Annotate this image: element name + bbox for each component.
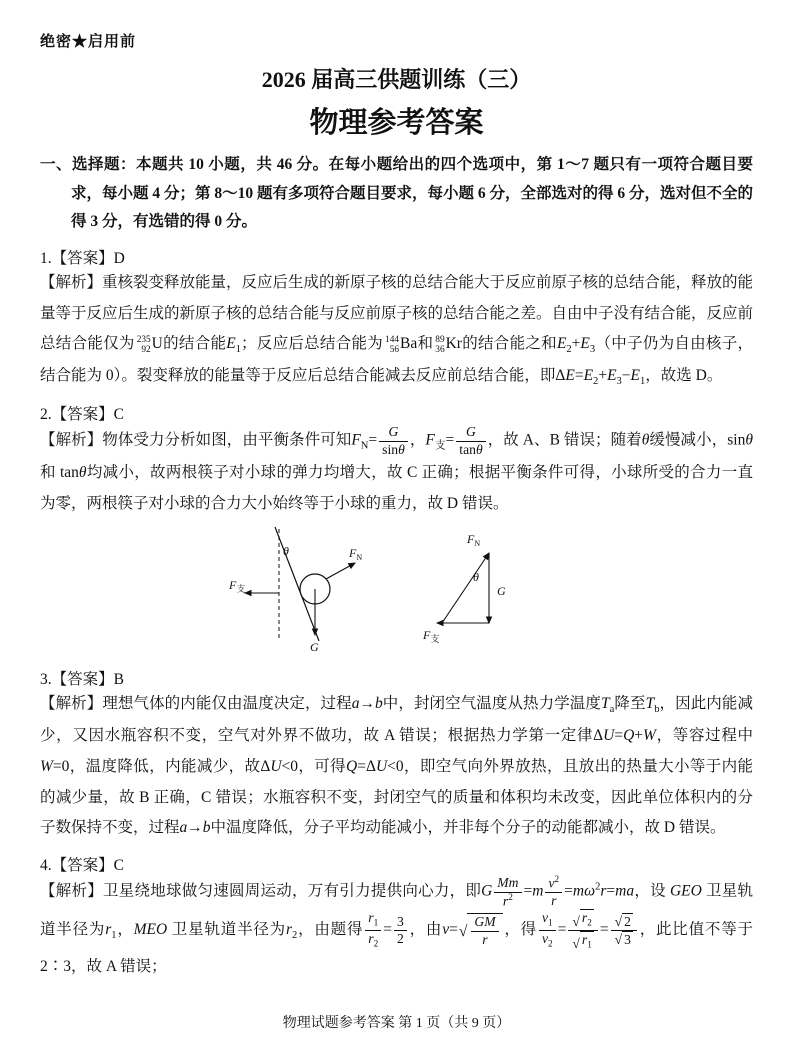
q4-analysis: 【解析】卫星绕地球做匀速圆周运动，万有引力提供向心力，即G $\frac{Mm}{r^2}$ =m $\frac{v^2}{r}$ $=m\omega^2r=ma$，设 GEO 卫星轨道半径为$r_1$，MEO 卫星轨道半径为$r_2$，由题得 $\frac{r_1}{r_2}$ = $\frac{3}{2}$ ，由v= √ $\frac{GM}{r}$ ，得 $\frac{v_1}{v_2}$ = √ $r_2$ √ $r_1$ = √ 2 √ 3 ，此比值不等于 2∶3，故 A 错误；	[40, 875, 753, 976]
answer-key-title: 物理参考答案	[309, 107, 484, 139]
chopstick-line	[275, 527, 319, 641]
q1-answer-line: 1.【答案】D	[40, 250, 125, 268]
q3-analysis: 【解析】理想气体的内能仅由温度决定，过程a→b中，封闭空气温度从热力学温度$T_a$降至$T_b$，因此内能减少，又因水瓶容积不变，空气对外界不做功，故 A 错误；根据热力学第一定律ΔU=Q+W，等容过程中W=0，温度降低，内能减少，故ΔU<0，可得Q=ΔU<0，即空气向外界放热，且放出的热量大小等于内能的减少量，故 B 正确，C 错误；水瓶容积不变，封闭空气的质量和体积均未改变，因此单位体积内的分子数保持不变，过程a→b中温度降低，分子平均动能减小，并非每个分子的动能都减小，故 D 错误。	[40, 695, 753, 837]
left-gravity-label: G	[309, 640, 319, 655]
triangle-normal-force-label: $F_N$	[466, 532, 480, 549]
triangle-gravity-label: G	[496, 584, 506, 599]
q2-analysis: 【解析】物体受力分析如图，由平衡条件可知$F_N=$ $\frac{G}{\sin\theta}$ ，$F_支=$ $\frac{G}{\tan\theta}$ ，故 A、B 错误；随着θ缓慢减小，sinθ和 tanθ均减小，故两根筷子对小球的弹力均增大，故 C 正确；根据平衡条件可得，小球所受的合力一直为零，两根筷子对小球的合力大小始终等于小球的重力，故 D 错误。	[40, 424, 754, 512]
page-footer: 物理试题参考答案 第 1 页（共 9 页）	[282, 1016, 511, 1031]
triangle-normal-force-arrow	[442, 553, 489, 623]
force-diagram-figure	[40, 523, 753, 658]
left-theta-label: θ	[282, 544, 289, 559]
triangle-support-force-label: $F_支$	[422, 628, 439, 645]
q3-answer-line: 3.【答案】B	[40, 671, 124, 689]
left-support-force-label: $F_支$	[228, 578, 245, 595]
left-normal-force-arrow	[326, 563, 355, 579]
classification-banner: 绝密★启用前	[40, 34, 137, 50]
q1-analysis: 【解析】重核裂变释放能量，反应后生成的新原子核的总结合能大于反应前原子核的总结合能，释放的能量等于反应后生成的新原子核的总结合能与反应前原子核的总结合能之差。自由中子没有结合能，反应前总结合能仅为 235 92 U的结合能$E_1$；反应后总结合能为 144 56 Ba和 89 36 Kr的结合能之和$E_2+E_3$（中子仍为自由核子，结合能为 0）。裂变释放的能量等于反应后总结合能减去反应前总结合能，即$\Delta E=E_2+E_3-E_1$，故选 D。	[40, 274, 754, 388]
section-instructions: 一、选择题：本题共 10 小题，共 46 分。在每小题给出的四个选项中，第 1～7 题只有一项符合题目要求，每小题 4 分；第 8～10 题有多项符合题目要求，每小题 6 分，全部选对的得 6 分，选对但不全的得 3 分，有选错的得 0 分。	[40, 156, 754, 231]
q4-answer-line: 4.【答案】C	[40, 857, 124, 875]
exam-title: 2026 届高三供题训练（三）	[261, 67, 532, 92]
force-diagram-svg	[227, 523, 567, 658]
left-normal-force-label: $F_N$	[348, 546, 362, 563]
triangle-theta-label: θ	[472, 570, 479, 585]
q2-answer-line: 2.【答案】C	[40, 406, 124, 424]
